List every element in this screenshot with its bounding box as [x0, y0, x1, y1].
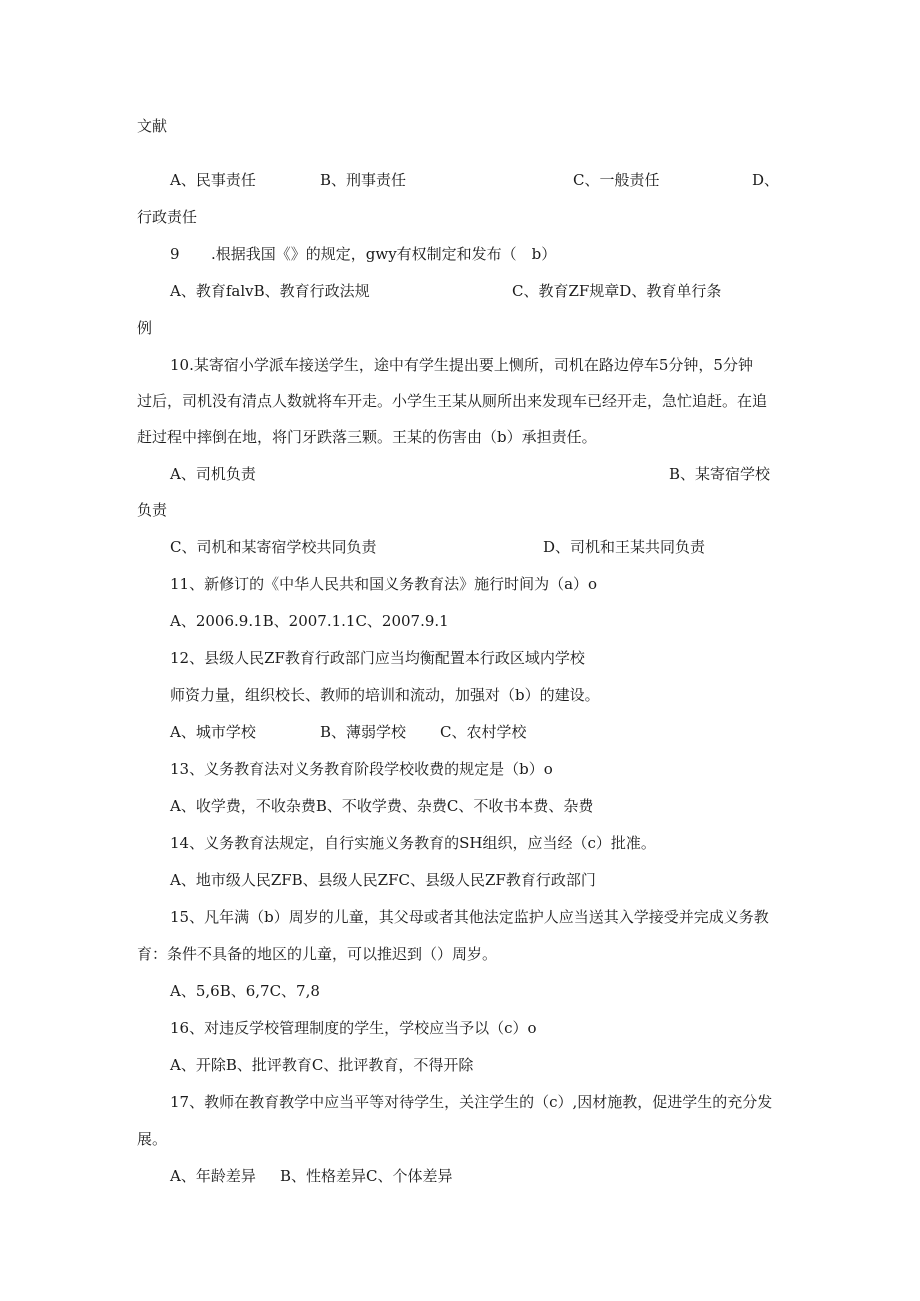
option-c: C、司机和某寄宿学校共同负责: [170, 538, 377, 556]
option-c: C、农村学校: [440, 723, 527, 741]
options-line: B、性格差异C、个体差异: [280, 1167, 453, 1185]
options-line: A、教育falvB、教育行政法规: [170, 282, 370, 300]
question-text: 17、教师在教育教学中应当平等对待学生，关注学生的（c）,因材施教，促进学生的充分发: [170, 1093, 773, 1111]
option-b: B、刑事责任: [320, 171, 407, 189]
options-line: A、地市级人民ZFB、县级人民ZFC、县级人民ZF教育行政部门: [170, 871, 596, 889]
text-line: 行政责任: [137, 208, 198, 226]
options-line: A、2006.9.1B、2007.1.1C、2007.9.1: [170, 612, 449, 630]
option-c: C、一般责任: [573, 171, 660, 189]
text-line: 例: [137, 319, 153, 337]
option-b: B、薄弱学校: [320, 723, 407, 741]
question-text: 过后，司机没有清点人数就将车开走。小学生王某从厕所出来发现车已经开走，急忙追赶。在追: [137, 392, 768, 410]
question-text: 赶过程中摔倒在地，将门牙跌落三颗。王某的伤害由（b）承担责任。: [137, 428, 597, 446]
options-line: A、5,6B、6,7C、7,8: [170, 982, 320, 1000]
question-text: 师资力量，组织校长、教师的培训和流动，加强对（b）的建设。: [170, 686, 600, 704]
question-text: 11、新修订的《中华人民共和国义务教育法》施行时间为（a）o: [170, 575, 598, 593]
text-line: 文献: [137, 117, 168, 135]
option-d: D、司机和王某共同负责: [543, 538, 706, 556]
options-line: C、教育ZF规章D、教育单行条: [512, 282, 722, 300]
option-b: B、某寄宿学校: [669, 465, 771, 483]
text-line: 负责: [137, 501, 168, 519]
option-a: A、民事责任: [170, 171, 256, 189]
question-text: .根据我国《》的规定，gwy有权制定和发布（ b）: [211, 245, 557, 263]
question-text: 育：条件不具备的地区的儿童，可以推迟到（）周岁。: [137, 945, 498, 963]
question-text: 13、义务教育法对义务教育阶段学校收费的规定是（b）o: [170, 760, 553, 778]
question-text: 15、凡年满（b）周岁的儿童，其父母或者其他法定监护人应当送其入学接受并完成义务教: [170, 908, 769, 926]
option-a: A、司机负责: [170, 465, 256, 483]
options-line: A、开除B、批评教育C、批评教育，不得开除: [170, 1056, 474, 1074]
question-text: 展。: [137, 1130, 168, 1148]
question-number: 9: [170, 245, 180, 263]
question-text: 14、义务教育法规定，自行实施义务教育的SH组织，应当经（c）批准。: [170, 834, 656, 852]
question-text: 16、对违反学校管理制度的学生，学校应当予以（c）o: [170, 1019, 537, 1037]
option-a: A、年龄差异: [170, 1167, 256, 1185]
question-text: 10.某寄宿小学派车接送学生，途中有学生提出要上恻所，司机在路边停车5分钟，5分钟: [170, 356, 753, 374]
question-text: 12、县级人民ZF教育行政部门应当均衡配置本行政区域内学校: [170, 649, 585, 667]
option-d: D、: [752, 171, 780, 189]
options-line: A、收学费，不收杂费B、不收学费、杂费C、不收书本费、杂费: [170, 797, 594, 815]
option-a: A、城市学校: [170, 723, 256, 741]
